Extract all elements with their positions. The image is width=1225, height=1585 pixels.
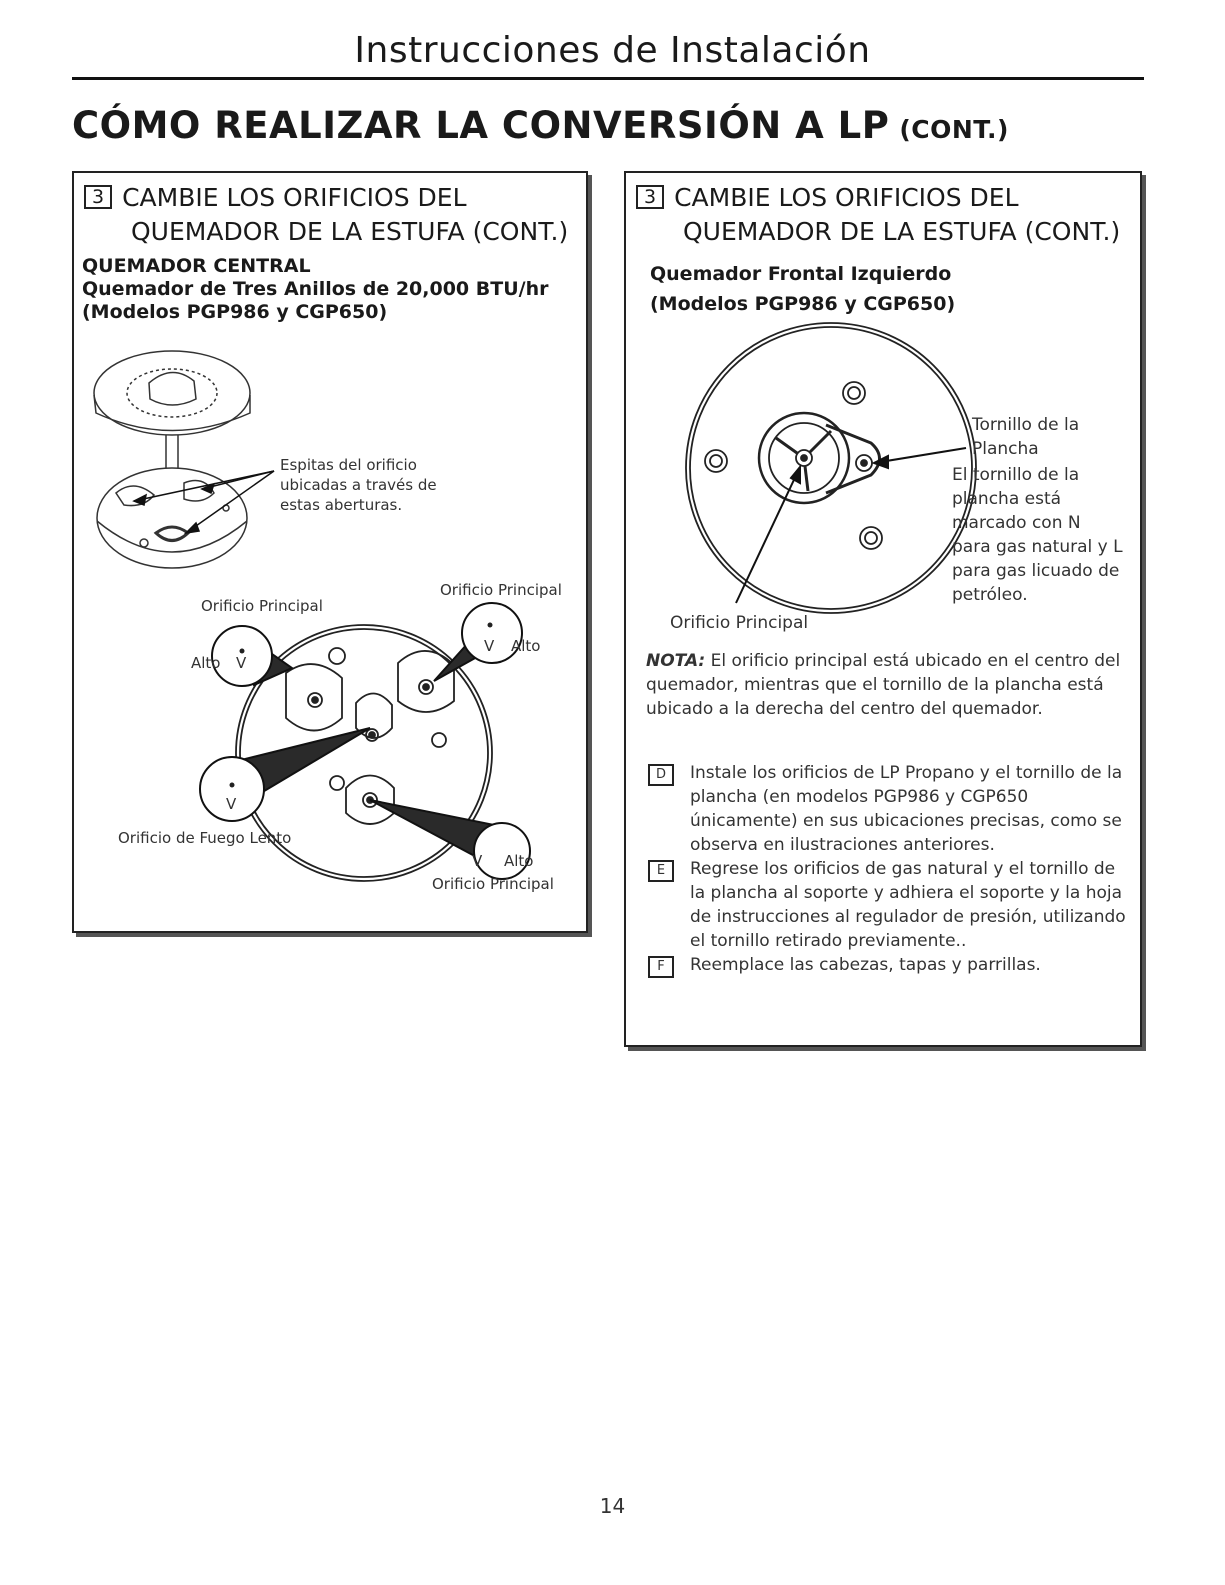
left-heading-line2: QUEMADOR DE LA ESTUFA (CONT.) <box>131 217 569 246</box>
left-subtitle-1: QUEMADOR CENTRAL <box>82 255 311 277</box>
tornillo-desc-line4: para gas natural y L <box>952 537 1123 557</box>
right-subtitle-1: Quemador Frontal Izquierdo <box>650 263 952 285</box>
tornillo-label-line1: Tornillo de la <box>972 415 1080 435</box>
right-heading-line1: CAMBIE LOS ORIFICIOS DEL <box>674 183 1019 212</box>
page-number: 14 <box>599 1494 626 1518</box>
right-subtitle-2: (Modelos PGP986 y CGP650) <box>650 293 956 315</box>
spitas-label-line1: Espitas del orificio <box>280 456 417 474</box>
front-left-burner-diagram <box>626 313 1140 643</box>
tornillo-desc-line1: El tornillo de la <box>952 465 1080 485</box>
alto-label-1: Alto <box>191 654 221 672</box>
pointer-arrows-front <box>736 448 966 603</box>
spitas-label-line2: ubicadas a través de <box>280 476 437 494</box>
alto-label-2: Alto <box>511 637 541 655</box>
page-header-title: Instrucciones de Instalación <box>354 30 871 71</box>
spitas-label-line3: estas aberturas. <box>280 496 403 514</box>
left-subtitle <box>82 255 548 324</box>
v-mark-1: V <box>236 654 247 672</box>
orificio-principal-label-front: Orificio Principal <box>670 613 809 633</box>
right-subtitle <box>650 259 955 319</box>
orificio-principal-label-3: Orificio Principal <box>432 875 554 893</box>
step-text: Instale los orificios de LP Propano y el tornillo de la plancha (en modelos PGP986 y CGP650 únicamente) en sus ubicaciones precisas, como se observa en ilustraciones anteriores. <box>690 763 1123 855</box>
section-title-cont: (CONT.) <box>899 115 1009 144</box>
step-f <box>648 953 1128 978</box>
spitas-pointer-arrows <box>134 471 274 533</box>
tornillo-desc-line3: marcado con N <box>952 513 1081 533</box>
left-panel <box>72 171 588 933</box>
burner-head-illustration <box>94 351 250 568</box>
tornillo-desc-line2: plancha está <box>952 489 1062 509</box>
orificio-principal-label-2: Orificio Principal <box>440 581 562 599</box>
step-letter: E <box>648 860 674 882</box>
left-subtitle-2: Quemador de Tres Anillos de 20,000 BTU/hr <box>82 278 549 300</box>
v-mark-4: V <box>472 852 483 870</box>
step-d <box>648 761 1128 857</box>
instruction-steps <box>648 761 1128 978</box>
left-subtitle-3: (Modelos PGP986 y CGP650) <box>82 301 388 323</box>
step-e <box>648 857 1128 953</box>
tornillo-desc-line5: para gas licuado de <box>952 561 1120 581</box>
section-title-text: CÓMO REALIZAR LA CONVERSIÓN A LP <box>72 104 890 147</box>
v-mark-2: V <box>484 637 495 655</box>
step-letter: F <box>648 956 674 978</box>
right-step-heading <box>636 181 1120 249</box>
step-text: Reemplace las cabezas, tapas y parrillas. <box>690 955 1041 975</box>
step-text: Regrese los orificios de gas natural y el tornillo de la plancha al soporte y adhiera el soporte y la hoja de instrucciones al regulador de presión, utilizando el tornillo retirado previamente.. <box>690 859 1126 951</box>
step-number-box: 3 <box>636 185 664 209</box>
left-step-heading <box>84 181 568 249</box>
note-text: El orificio principal está ubicado en el centro del quemador, mientras que el tornillo de la plancha está ubicado a la derecha del centro del quemador. <box>646 651 1121 719</box>
v-mark-3: V <box>226 795 237 813</box>
header-rule <box>72 77 1144 80</box>
section-title <box>72 104 1009 147</box>
tornillo-label-line2: Plancha <box>972 439 1039 459</box>
step-number-box: 3 <box>84 185 112 209</box>
alto-label-3: Alto <box>504 852 534 870</box>
left-heading-line1: CAMBIE LOS ORIFICIOS DEL <box>122 183 467 212</box>
center-burner-diagram <box>74 333 586 923</box>
step-letter: D <box>648 764 674 786</box>
orificio-fuego-lento-label: Orificio de Fuego Lento <box>118 829 292 847</box>
right-heading-line2: QUEMADOR DE LA ESTUFA (CONT.) <box>683 217 1121 246</box>
note-label: NOTA: <box>646 651 706 671</box>
orificio-principal-label-1: Orificio Principal <box>201 597 323 615</box>
right-panel <box>624 171 1142 1047</box>
note-paragraph <box>646 649 1126 721</box>
tornillo-desc-line6: petróleo. <box>952 585 1028 605</box>
burner-plate-front <box>686 323 976 613</box>
